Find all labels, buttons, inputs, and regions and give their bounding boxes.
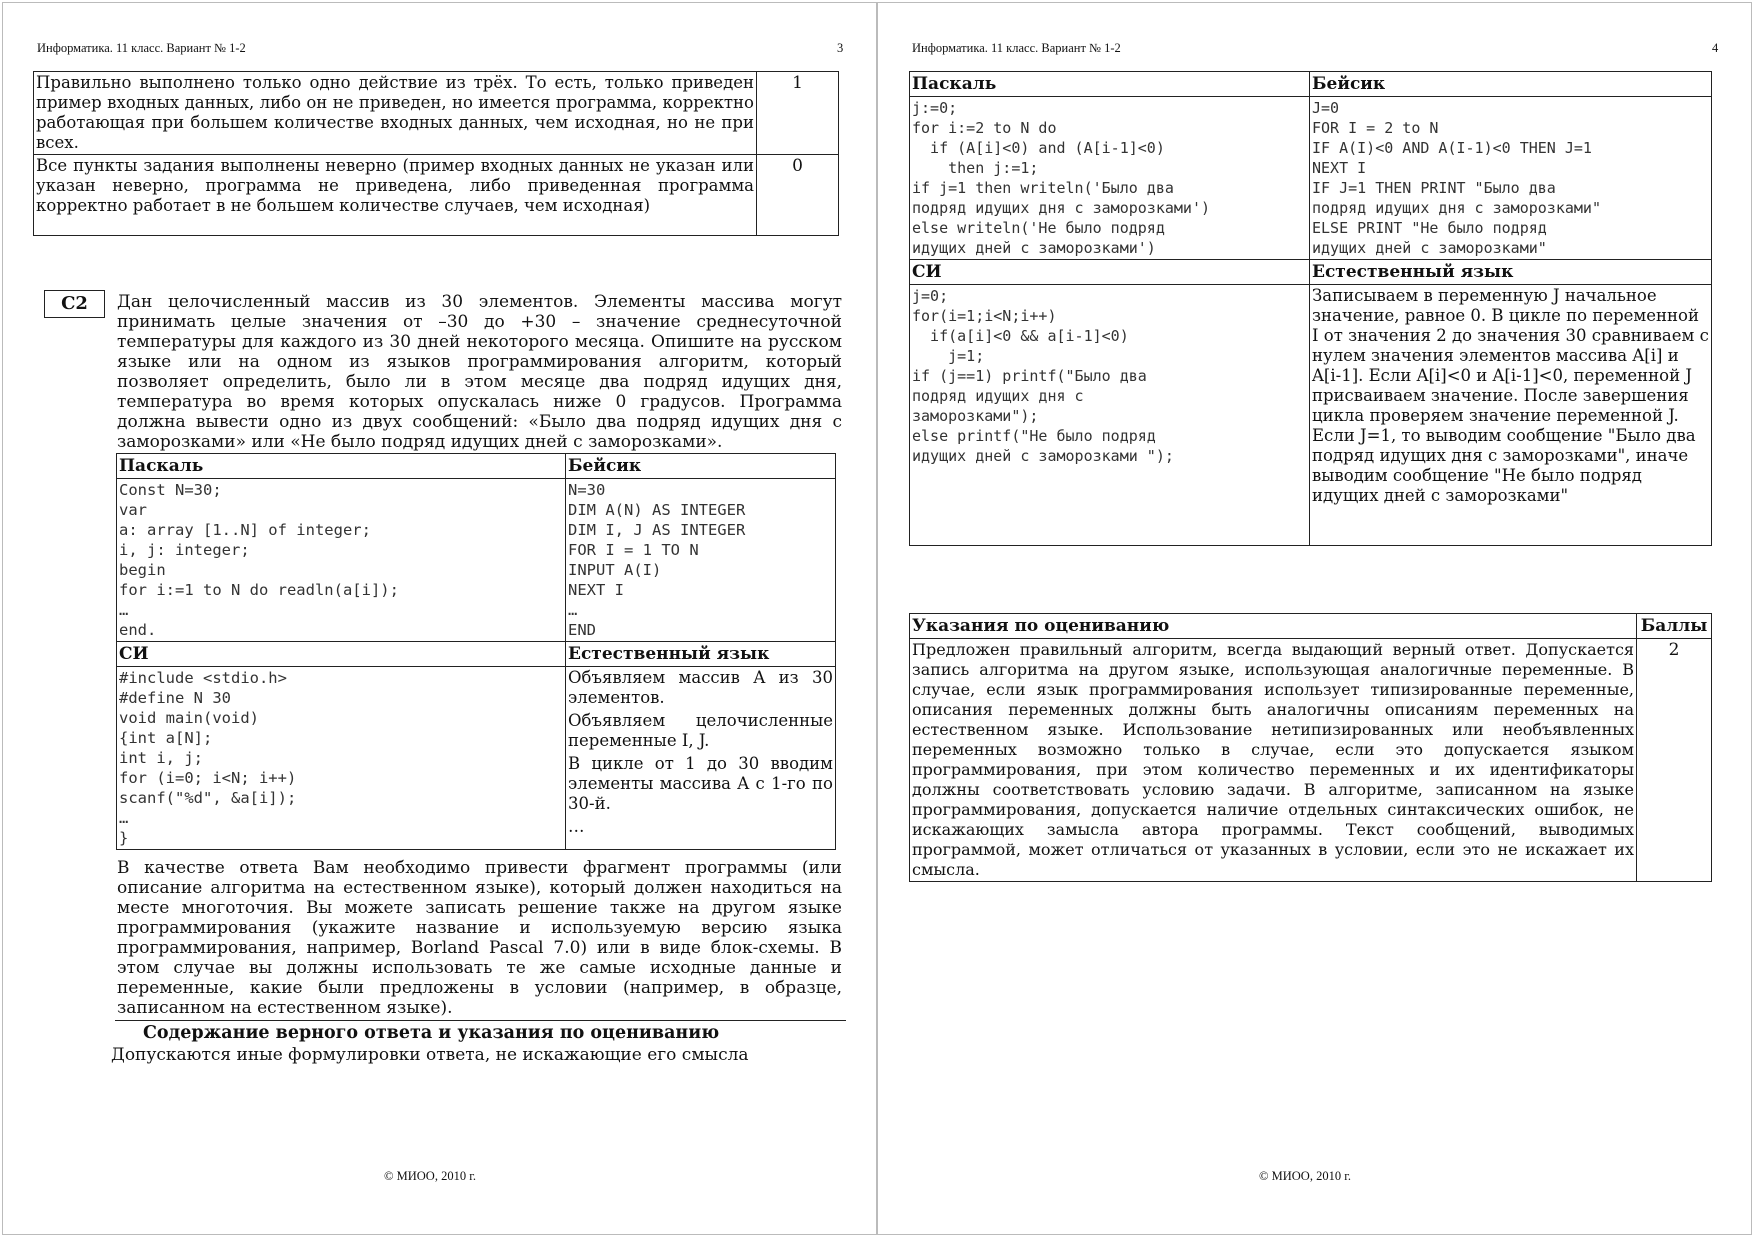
score-header: Баллы xyxy=(1637,614,1712,639)
c-header: СИ xyxy=(910,260,1310,285)
pascal-code: j:=0; for i:=2 to N do if (A[i]<0) and (A[i-1]<0) then j:=1; if j=1 then writeln('Было два подряд идущих дня с заморозками') else writeln('Не было подряд идущих дней с заморозками') xyxy=(910,97,1310,260)
pascal-header: Паскаль xyxy=(117,454,566,479)
page-number: 3 xyxy=(837,41,844,55)
section-note: Допускаются иные формулировки ответа, не искажающие его смысла xyxy=(111,1045,749,1065)
score-value: 1 xyxy=(757,72,839,155)
grading-text: Предложен правильный алгоритм, всегда выдающий верный ответ. Допускается запись алгоритма на другом языке, использующая аналогичные переменные. В случае, если язык программирования использует типизированные переменные, описания переменных должны быть аналогичны описаниям переменных на естественном языке. Использование нетипизированных или необъявленных переменных возможно только в случае, если это допускается языком программирования, при этом количество переменных и их идентификаторы должны соответствовать условию задачи. В алгоритме, записанном на языке программирования, допускается наличие отдельных синтаксических ошибок, не искажающих замысла автора программы. Текст сообщений, выводимых программой, может отличаться от указанных в условии, если это не искажает их смысла. xyxy=(910,639,1637,882)
score-row xyxy=(34,155,839,236)
task-label: С2 xyxy=(44,290,105,318)
task-text: Дан целочисленный массив из 30 элементов. Элементы массива могут принимать целые значения от –30 до +30 – значение среднесуточной температуры для каждого из 30 дней некоторого месяца. Опишите на русском языке или на одном из языков программирования алгоритм, который позволяет определить, было ли в этом месяце два подряд идущих дня, температура во время которых опускалась ниже 0 градусов. Программа должна вывести одно из двух сообщений: «Было два подряд идущих дня с заморозками» или «Не было подряд идущих дней с заморозками». xyxy=(117,292,842,452)
natural-line: … xyxy=(568,817,585,836)
score-table xyxy=(33,71,839,236)
c-header: СИ xyxy=(117,642,566,667)
page-footer: © МИОО, 2010 г. xyxy=(1259,1169,1352,1183)
grading-header: Указания по оцениванию xyxy=(910,614,1637,639)
code-table xyxy=(116,453,836,850)
grading-score: 2 xyxy=(1637,639,1712,882)
natural-header: Естественный язык xyxy=(566,642,836,667)
pascal-code: Const N=30; var a: array [1..N] of integer; i, j: integer; begin for i:=1 to N do readln(a[i]); … end. xyxy=(117,479,566,642)
natural-language xyxy=(566,667,836,850)
basic-code: J=0 FOR I = 2 to N IF A(I)<0 AND A(I-1)<0 THEN J=1 NEXT I IF J=1 THEN PRINT "Было два подряд идущих дня с заморозками" ELSE PRINT "Не было подряд идущих дней с заморозками" xyxy=(1310,97,1712,260)
page-header: Информатика. 11 класс. Вариант № 1-2 xyxy=(912,41,1121,55)
page-4 xyxy=(877,2,1752,1235)
c-code: #include <stdio.h> #define N 30 void main(void) {int a[N]; int i, j; for (i=0; i<N; i++) scanf("%d", &a[i]); … } xyxy=(117,667,566,850)
natural-header: Естественный язык xyxy=(1310,260,1712,285)
grading-table xyxy=(909,613,1712,882)
c-code: j=0; for(i=1;i<N;i++) if(a[i]<0 && a[i-1]<0) j=1; if (j==1) printf("Было два подряд идущих дня с заморозками"); else printf("Не было подряд идущих дней с заморозками "); xyxy=(910,285,1310,546)
divider xyxy=(115,1020,846,1021)
page-header: Информатика. 11 класс. Вариант № 1-2 xyxy=(37,41,246,55)
basic-header: Бейсик xyxy=(566,454,836,479)
natural-line: В цикле от 1 до 30 вводим элементы массива A с 1-го по 30-й. xyxy=(568,754,833,813)
score-row-text: Все пункты задания выполнены неверно (пример входных данных не указан или указан неверно, программа не приведена, либо приведенная программа корректно работает в не большем количестве случаев, чем исходная) xyxy=(34,155,757,236)
score-value: 0 xyxy=(757,155,839,236)
page-footer: © МИОО, 2010 г. xyxy=(384,1169,477,1183)
basic-header: Бейсик xyxy=(1310,72,1712,97)
score-row xyxy=(34,72,839,155)
natural-line: Объявляем массив A из 30 элементов. xyxy=(568,668,833,707)
pascal-header: Паскаль xyxy=(910,72,1310,97)
answer-instructions: В качестве ответа Вам необходимо привести фрагмент программы (или описание алгоритма на естественном языке), который должен находиться на месте многоточия. Вы можете записать решение также на другом языке программирования (укажите название и используемую версию языка программирования, например, Borland Pascal 7.0) или в виде блок-схемы. В этом случае вы должны использовать те же самые исходные данные и переменные, какие были предложены в условии (например, в образце, записанном на естественном языке). xyxy=(117,858,842,1018)
page-number: 4 xyxy=(1712,41,1719,55)
basic-code: N=30 DIM A(N) AS INTEGER DIM I, J AS INTEGER FOR I = 1 TO N INPUT A(I) NEXT I … END xyxy=(566,479,836,642)
page-3 xyxy=(2,2,877,1235)
code-table xyxy=(909,71,1712,546)
section-title: Содержание верного ответа и указания по оцениванию xyxy=(143,1023,720,1043)
natural-language-text: Записываем в переменную J начальное значение, равное 0. В цикле по переменной I от значения 2 до значения 30 сравниваем с нулем значения элементов массива A[i] и A[i-1]. Если A[i]<0 и A[i-1]<0, переменной J присваиваем значение. После завершения цикла проверяем значение переменной J. Если J=1, то выводим сообщение "Было два подряд идущих дня с заморозками", иначе выводим сообщение "Не было подряд идущих дней с заморозками" xyxy=(1310,285,1712,546)
natural-line: Объявляем целочисленные переменные I, J. xyxy=(568,711,833,750)
score-row-text: Правильно выполнено только одно действие из трёх. То есть, только приведен пример входных данных, либо он не приведен, но имеется программа, корректно работающая при большем количестве входных данных, чем исходная, но не при всех. xyxy=(34,72,757,155)
